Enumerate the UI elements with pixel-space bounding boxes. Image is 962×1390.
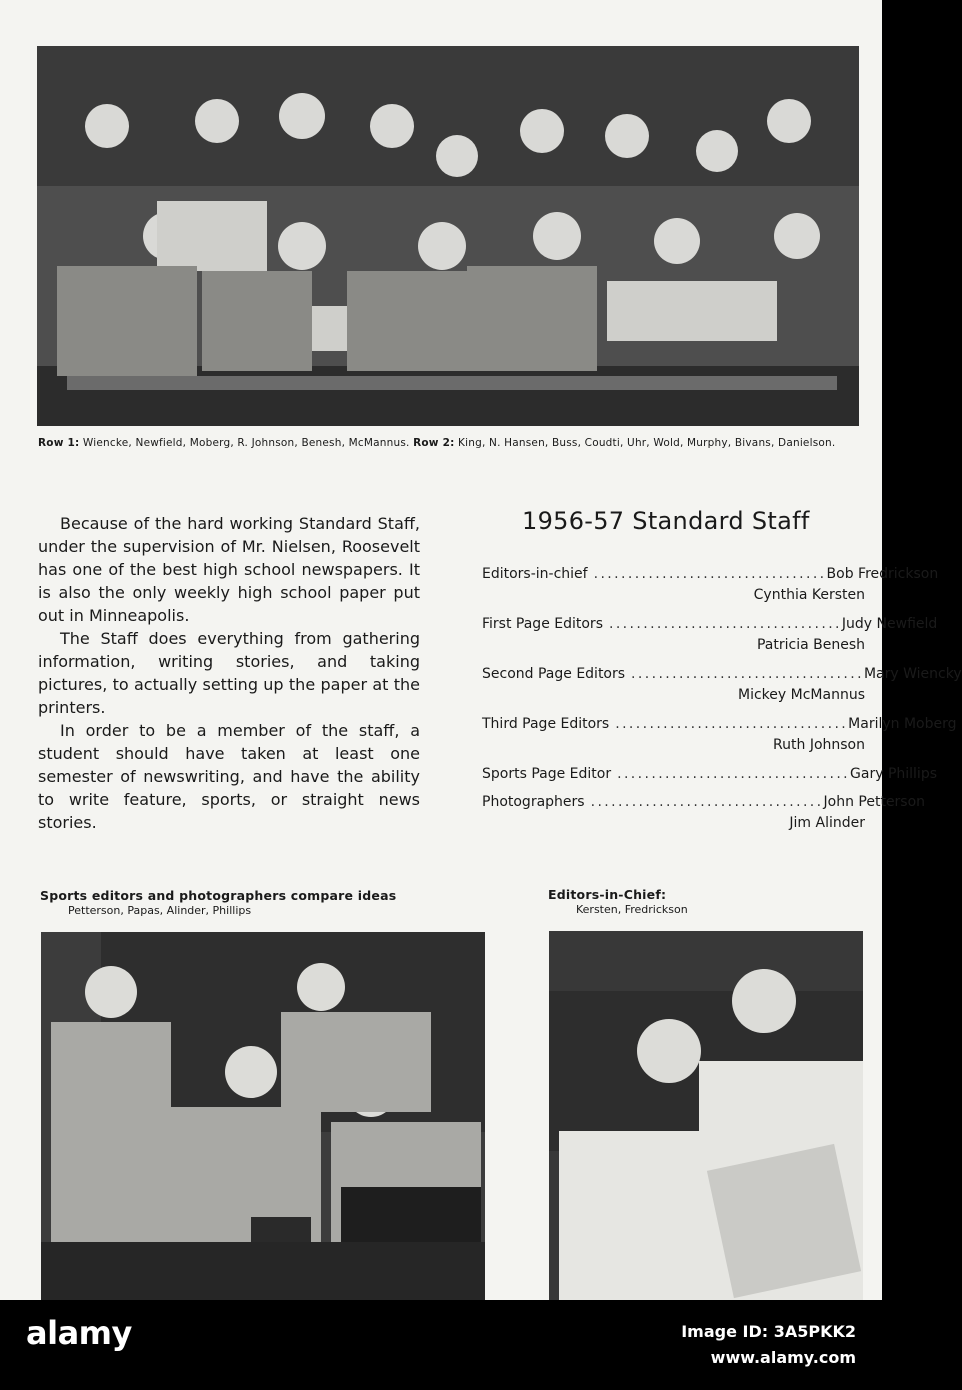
leader-dots: .................................. <box>631 666 864 682</box>
staff-role: Photographers <box>482 794 585 810</box>
row2-names: King, N. Hansen, Buss, Coudti, Uhr, Wold, Murphy, Bivans, Danielson. <box>454 437 836 449</box>
staff-row <box>482 616 938 636</box>
sports-editors-photo <box>41 932 485 1300</box>
leader-dots: .................................. <box>608 616 842 632</box>
staff-group-photo <box>37 46 859 426</box>
staff-name: Judy Newfield <box>841 616 938 632</box>
row2-label: Row 2: <box>413 437 455 449</box>
paragraph: Because of the hard working Standard Staff, under the supervision of Mr. Nielsen, Roosevelt has one of the best high school newspapers. It is also the only weekly high school paper put out in Minneapolis. <box>38 514 420 625</box>
editors-photo-caption <box>548 887 688 916</box>
staff-row <box>482 766 938 786</box>
image-id: Image ID: 3A5PKK2 <box>681 1322 856 1341</box>
editors-in-chief-photo <box>549 931 863 1300</box>
alamy-logo: alamy <box>26 1314 132 1352</box>
staff-name: Mary Wiencky <box>863 666 962 682</box>
leader-dots: .................................. <box>593 566 827 582</box>
staff-name-extra: Ruth Johnson <box>773 737 865 753</box>
staff-name: Gary Phillips <box>850 766 938 782</box>
staff-name: Bob Fredrickson <box>826 566 939 582</box>
staff-row <box>482 566 939 586</box>
row1-names: Wiencke, Newfield, Moberg, R. Johnson, Benesh, McMannus. <box>79 437 410 449</box>
staff-role: First Page Editors <box>482 616 603 632</box>
sports-photo-caption <box>40 888 396 917</box>
staff-name-extra: Mickey McMannus <box>738 687 865 703</box>
watermark-footer <box>0 1300 882 1390</box>
staff-name: Marilyn Moberg <box>848 716 957 732</box>
caption-title: Editors-in-Chief: <box>548 887 667 902</box>
row1-label: Row 1: <box>38 437 80 449</box>
staff-name-extra: Cynthia Kersten <box>753 587 865 603</box>
paragraph: In order to be a member of the staff, a student should have taken at least one semester of newswriting, and have the ability to write feature, sports, or straight news stories. <box>38 721 420 832</box>
staff-name-extra: Patricia Benesh <box>756 637 865 653</box>
staff-list <box>482 566 962 836</box>
paragraph: The Staff does everything from gathering information, writing stories, and taking pictures, to actually setting up the paper at the printers. <box>38 629 420 717</box>
leader-dots: .................................. <box>590 794 824 810</box>
staff-role: Sports Page Editor <box>482 766 612 782</box>
article-body <box>38 512 420 834</box>
caption-title: Sports editors and photographers compare ideas <box>40 888 397 903</box>
staff-role: Editors-in-chief <box>482 566 588 582</box>
staff-row <box>482 666 962 686</box>
staff-title: 1956-57 Standard Staff <box>522 507 810 535</box>
staff-name-extra: Jim Alinder <box>789 815 865 831</box>
source-url: www.alamy.com <box>710 1348 856 1367</box>
staff-row <box>482 716 957 736</box>
staff-role: Second Page Editors <box>482 666 626 682</box>
staff-row <box>482 794 926 814</box>
group-photo-caption <box>38 435 864 451</box>
leader-dots: .................................. <box>617 766 851 782</box>
caption-names: Kersten, Fredrickson <box>576 903 688 916</box>
leader-dots: .................................. <box>615 716 849 732</box>
caption-names: Petterson, Papas, Alinder, Phillips <box>68 904 252 917</box>
staff-name: John Petterson <box>823 794 926 810</box>
staff-role: Third Page Editors <box>482 716 610 732</box>
